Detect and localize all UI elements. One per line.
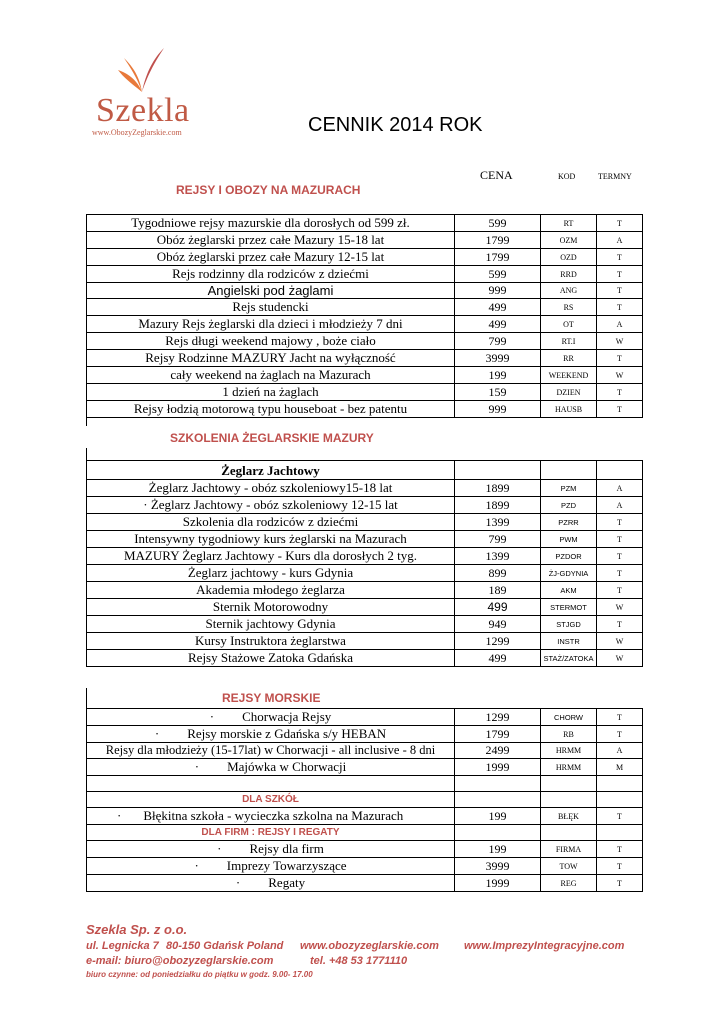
table-rejsy-obozy	[86, 214, 643, 418]
table-row	[87, 825, 643, 841]
row-code: HAUSB	[541, 401, 597, 418]
empty-cell	[541, 461, 597, 480]
row-code: INSTR	[541, 633, 597, 650]
footer-website-1[interactable]: www.obozyzeglarskie.com	[300, 940, 439, 952]
table-row	[87, 565, 643, 582]
row-term: T	[597, 808, 643, 825]
table-row	[87, 743, 643, 759]
row-price: 1299	[455, 633, 541, 650]
row-price: 949	[455, 616, 541, 633]
empty-cell	[597, 792, 643, 808]
butterfly-logo-icon	[116, 44, 168, 94]
row-code: FIRMA	[541, 841, 597, 858]
row-code: OZM	[541, 232, 597, 249]
row-code: RT	[541, 215, 597, 232]
empty-cell	[455, 792, 541, 808]
row-code: HRMM	[541, 743, 597, 759]
row-price: 199	[455, 808, 541, 825]
table-row	[87, 367, 643, 384]
row-code: CHORW	[541, 709, 597, 726]
row-code: PZD	[541, 497, 597, 514]
table-row	[87, 841, 643, 858]
section-title-morskie: REJSY MORSKIE	[222, 691, 321, 705]
row-name: MAZURY Żeglarz Jachtowy - Kurs dla dorosłych 2 tyg.	[87, 548, 455, 565]
row-code: RB	[541, 726, 597, 743]
row-name: cały weekend na żaglach na Mazurach	[87, 367, 455, 384]
row-term: T	[597, 709, 643, 726]
empty-cell	[541, 792, 597, 808]
row-price: 1999	[455, 875, 541, 892]
row-term: T	[597, 266, 643, 283]
row-code: BŁĘK	[541, 808, 597, 825]
row-term: A	[597, 316, 643, 333]
row-name: Żeglarz jachtowy - kurs Gdynia	[87, 565, 455, 582]
table-row	[87, 858, 643, 875]
row-term: M	[597, 759, 643, 776]
row-price: 1399	[455, 548, 541, 565]
row-price: 1799	[455, 249, 541, 266]
row-price: 2499	[455, 743, 541, 759]
row-name: Rejs rodzinny dla rodziców z dziećmi	[87, 266, 455, 283]
row-name: Intensywny tygodniowy kurs żeglarski na Mazurach	[87, 531, 455, 548]
footer-website-2[interactable]: www.ImprezyIntegracyjne.com	[464, 940, 625, 952]
table-row	[87, 316, 643, 333]
bullet: ·	[235, 875, 241, 890]
row-code: DZIEN	[541, 384, 597, 401]
row-price: 189	[455, 582, 541, 599]
row-price: 599	[455, 266, 541, 283]
row-price: 1799	[455, 232, 541, 249]
group-title: Żeglarz Jachtowy	[87, 461, 455, 480]
row-name: Obóz żeglarski przez całe Mazury 12-15 lat	[87, 249, 455, 266]
table-row	[87, 299, 643, 316]
footer-hours: biuro czynne: od poniedziałku do piątku w godz. 9.00- 17.00	[86, 970, 313, 979]
empty-cell	[455, 461, 541, 480]
row-name: Regaty	[268, 875, 306, 890]
empty-cell	[87, 776, 455, 792]
table-row	[87, 215, 643, 232]
table-row	[87, 792, 643, 808]
subsection-title-dla-firm: DLA FIRM : REJSY I REGATY	[87, 825, 455, 841]
table-row	[87, 808, 643, 825]
footer-phone: tel. +48 53 1771110	[310, 955, 408, 967]
table-row	[87, 726, 643, 743]
row-term: T	[597, 565, 643, 582]
row-price: 1799	[455, 726, 541, 743]
section-title-rejsy-obozy: REJSY I OBOZY NA MAZURACH	[176, 183, 361, 197]
table-row	[87, 350, 643, 367]
row-term: W	[597, 633, 643, 650]
company-logo	[86, 44, 206, 136]
logo-name: Szekla	[96, 92, 190, 129]
row-code: REG	[541, 875, 597, 892]
table-row	[87, 497, 643, 514]
row-term: T	[597, 384, 643, 401]
row-term: W	[597, 367, 643, 384]
empty-cell	[597, 776, 643, 792]
row-term: T	[597, 875, 643, 892]
row-name: Błękitna szkoła - wycieczka szkolna na Mazurach	[143, 808, 404, 823]
bullet: ·	[154, 726, 160, 741]
header-termny: TERMNY	[598, 172, 632, 181]
section-title-szkolenia: SZKOLENIA ŻEGLARSKIE MAZURY	[170, 431, 374, 445]
table-row	[87, 384, 643, 401]
row-code: TOW	[541, 858, 597, 875]
row-name: Tygodniowe rejsy mazurskie dla dorosłych od 599 zł.	[87, 215, 455, 232]
table-row	[87, 283, 643, 299]
divider-line	[86, 414, 87, 426]
row-term: T	[597, 215, 643, 232]
row-term: W	[597, 599, 643, 616]
row-code: WEEKEND	[541, 367, 597, 384]
row-name: Majówka w Chorwacji	[227, 759, 347, 774]
row-term: T	[597, 531, 643, 548]
row-name: Rejsy dla firm	[249, 841, 324, 856]
row-term: T	[597, 401, 643, 418]
row-price: 799	[455, 333, 541, 350]
row-price: 499	[455, 650, 541, 667]
row-code: ANG	[541, 283, 597, 299]
bullet: ·	[217, 841, 222, 856]
row-code: AKM	[541, 582, 597, 599]
row-price: 199	[455, 841, 541, 858]
table-row	[87, 514, 643, 531]
table-row	[87, 776, 643, 792]
divider-line	[86, 448, 87, 460]
table-morskie	[86, 708, 643, 892]
table-row	[87, 633, 643, 650]
table-row	[87, 548, 643, 565]
row-code: OZD	[541, 249, 597, 266]
row-price: 499	[455, 299, 541, 316]
row-term: T	[597, 582, 643, 599]
row-term: A	[597, 497, 643, 514]
bullet: ·	[194, 759, 200, 774]
table-row	[87, 582, 643, 599]
row-name: Rejs studencki	[87, 299, 455, 316]
table-row	[87, 875, 643, 892]
row-price: 999	[455, 283, 541, 299]
subsection-title-dla-szkol: DLA SZKÓŁ	[87, 792, 455, 808]
row-name: Chorwacja Rejsy	[242, 709, 332, 724]
row-term: T	[597, 841, 643, 858]
row-price: 199	[455, 367, 541, 384]
header-cena: CENA	[480, 168, 513, 182]
row-name: Akademia młodego żeglarza	[87, 582, 455, 599]
row-code: PZDOR	[541, 548, 597, 565]
row-price: 1899	[455, 497, 541, 514]
row-term: A	[597, 480, 643, 497]
empty-cell	[541, 776, 597, 792]
row-price: 899	[455, 565, 541, 582]
table-row	[87, 599, 643, 616]
row-code: PZM	[541, 480, 597, 497]
row-name: Obóz żeglarski przez całe Mazury 15-18 lat	[87, 232, 455, 249]
row-price: 499	[455, 599, 541, 616]
row-name: Sternik Motorowodny	[87, 599, 455, 616]
row-code: PZRR	[541, 514, 597, 531]
row-code: STERMOT	[541, 599, 597, 616]
table-row	[87, 266, 643, 283]
row-code: HRMM	[541, 759, 597, 776]
row-term: T	[597, 350, 643, 367]
document-title: CENNIK 2014 ROK	[308, 114, 483, 136]
table-row	[87, 333, 643, 350]
row-term: T	[597, 283, 643, 299]
bullet: ·	[117, 808, 122, 823]
row-code: OT	[541, 316, 597, 333]
table-row	[87, 709, 643, 726]
logo-url[interactable]: www.ObozyZeglarskie.com	[92, 128, 182, 137]
row-term: T	[597, 249, 643, 266]
row-code: RRD	[541, 266, 597, 283]
table-row	[87, 401, 643, 418]
table-row	[87, 232, 643, 249]
table-row	[87, 480, 643, 497]
row-code: STAŻ/ZATOKA	[541, 650, 597, 667]
empty-cell	[597, 825, 643, 841]
bullet: ·	[194, 858, 199, 873]
row-name: Szkolenia dla rodziców z dziećmi	[87, 514, 455, 531]
row-price: 999	[455, 401, 541, 418]
row-name: Mazury Rejs żeglarski dla dzieci i młodzieży 7 dni	[87, 316, 455, 333]
table-row	[87, 249, 643, 266]
row-term: A	[597, 232, 643, 249]
row-name: Sternik jachtowy Gdynia	[87, 616, 455, 633]
row-price: 159	[455, 384, 541, 401]
bullet: ·	[209, 709, 215, 724]
row-price: 3999	[455, 350, 541, 367]
row-term: W	[597, 650, 643, 667]
row-name: Rejs długi weekend majowy , boże ciało	[87, 333, 455, 350]
row-price: 3999	[455, 858, 541, 875]
row-name: Rejsy morskie z Gdańska s/y HEBAN	[187, 726, 387, 741]
row-price: 1999	[455, 759, 541, 776]
row-price: 1899	[455, 480, 541, 497]
row-name: Rejsy dla młodzieży (15-17lat) w Chorwacji - all inclusive - 8 dni	[105, 743, 436, 757]
row-price: 599	[455, 215, 541, 232]
divider-line	[86, 688, 87, 708]
table-row	[87, 616, 643, 633]
row-name: Żeglarz Jachtowy - obóz szkoleniowy15-18 lat	[87, 480, 455, 497]
row-code: PWM	[541, 531, 597, 548]
row-price: 1399	[455, 514, 541, 531]
empty-cell	[455, 825, 541, 841]
table-row	[87, 759, 643, 776]
row-code: RS	[541, 299, 597, 316]
row-name: Imprezy Towarzyszące	[226, 858, 347, 873]
row-price: 799	[455, 531, 541, 548]
header-kod: KOD	[558, 172, 576, 181]
row-term: W	[597, 333, 643, 350]
row-price: 1299	[455, 709, 541, 726]
row-name: Rejsy łodzią motorową typu houseboat - bez patentu	[87, 401, 455, 418]
table-row	[87, 531, 643, 548]
row-code: STJGD	[541, 616, 597, 633]
row-name: · Żeglarz Jachtowy - obóz szkoleniowy 12-15 lat	[87, 497, 455, 514]
row-term: T	[597, 616, 643, 633]
row-term: T	[597, 299, 643, 316]
row-term: T	[597, 726, 643, 743]
table-row	[87, 461, 643, 480]
row-name: Angielski pod żaglami	[87, 283, 455, 299]
row-code: ŻJ-GDYNIA	[541, 565, 597, 582]
row-code: RR	[541, 350, 597, 367]
empty-cell	[455, 776, 541, 792]
row-price: 499	[455, 316, 541, 333]
footer-company: Szekla Sp. z o.o.	[86, 922, 188, 937]
footer-address: ul. Legnicka 7	[86, 940, 159, 952]
table-row	[87, 650, 643, 667]
empty-cell	[597, 461, 643, 480]
row-name: Rejsy Rodzinne MAZURY Jacht na wyłączność	[87, 350, 455, 367]
row-code: RT.I	[541, 333, 597, 350]
row-term: T	[597, 548, 643, 565]
footer-email[interactable]: e-mail: biuro@obozyzeglarskie.com	[86, 955, 274, 967]
table-szkolenia	[86, 460, 643, 667]
row-term: T	[597, 514, 643, 531]
row-name: Kursy Instruktora żeglarstwa	[87, 633, 455, 650]
row-term: A	[597, 743, 643, 759]
empty-cell	[541, 825, 597, 841]
footer-city: 80-150 Gdańsk Poland	[166, 940, 284, 952]
row-name: 1 dzień na żaglach	[87, 384, 455, 401]
row-term: T	[597, 858, 643, 875]
row-name: Rejsy Stażowe Zatoka Gdańska	[87, 650, 455, 667]
